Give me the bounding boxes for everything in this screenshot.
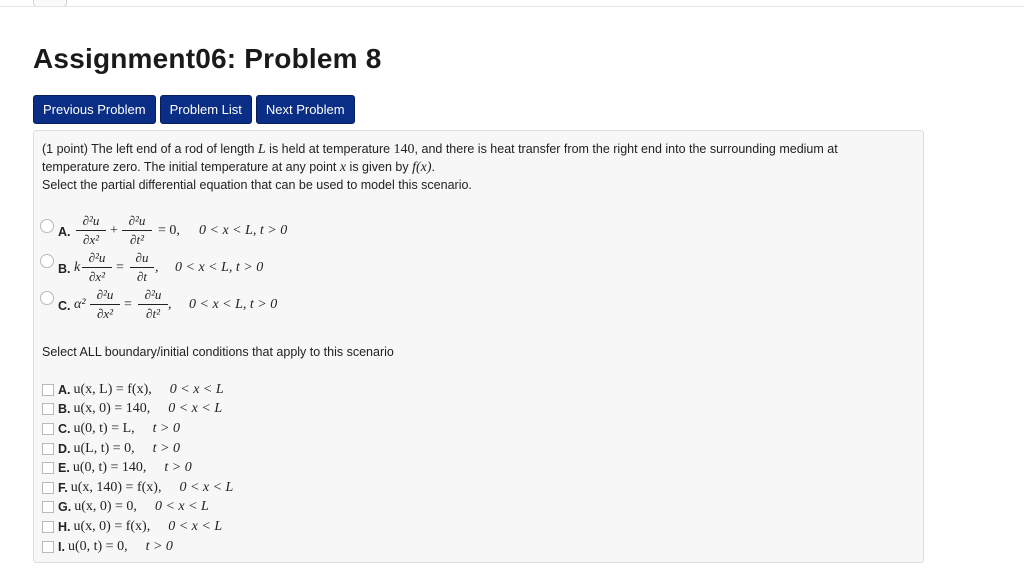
bc-option-e[interactable]: E. u(0, t) = 140, t > 0 [42, 458, 233, 478]
checkbox[interactable] [42, 384, 54, 396]
fraction: ∂²u ∂x² [76, 213, 106, 248]
checkbox[interactable] [42, 403, 54, 415]
page-title: Assignment06: Problem 8 [33, 43, 382, 74]
problem-statement-line-2: temperature zero. The initial temperature at any point x is given by f(x). [42, 160, 436, 175]
fraction: ∂²u ∂x² [82, 250, 112, 285]
fraction: ∂²u ∂t² [122, 213, 152, 248]
checkbox[interactable] [42, 521, 54, 533]
checkbox[interactable] [42, 501, 54, 513]
radio-button[interactable] [40, 291, 54, 305]
initial-function: f(x) [412, 160, 432, 175]
bc-option-c[interactable]: C. u(0, t) = L, t > 0 [42, 419, 233, 439]
bc-option-h[interactable]: H. u(x, 0) = f(x), 0 < x < L [42, 517, 233, 537]
checkbox[interactable] [42, 462, 54, 474]
length-variable: L [257, 142, 266, 157]
boundary-conditions-list [42, 380, 233, 556]
pde-prompt: Select the partial differential equation that can be used to model this scenario. [42, 178, 472, 192]
bc-option-g[interactable]: G. u(x, 0) = 0, 0 < x < L [42, 498, 233, 518]
pde-option-b[interactable]: B. k ∂²u ∂x² = ∂u ∂t , 0 < x < L, t > 0 [40, 250, 440, 290]
top-divider [0, 6, 1024, 7]
checkbox[interactable] [42, 541, 54, 553]
bc-option-b[interactable]: B. u(x, 0) = 140, 0 < x < L [42, 400, 233, 420]
fraction: ∂u ∂t [130, 250, 154, 285]
next-problem-button[interactable]: Next Problem [256, 95, 355, 124]
problem-body [33, 130, 924, 563]
problem-list-button[interactable]: Problem List [160, 95, 252, 124]
checkbox[interactable] [42, 443, 54, 455]
checkbox[interactable] [42, 482, 54, 494]
bc-option-d[interactable]: D. u(L, t) = 0, t > 0 [42, 439, 233, 459]
previous-problem-button[interactable]: Previous Problem [33, 95, 156, 124]
pde-option-c[interactable]: C. α² ∂²u ∂x² = ∂²u ∂t² , 0 < x < L, t > 0 [40, 287, 440, 327]
problem-statement-line-1: (1 point) The left end of a rod of length L is held at temperature 140, and there is heat transfer from the right end into the surrounding medium at [42, 142, 838, 157]
boundary-conditions-prompt: Select ALL boundary/initial conditions that apply to this scenario [42, 345, 394, 359]
radio-button[interactable] [40, 219, 54, 233]
bc-option-a[interactable]: A. u(x, L) = f(x), 0 < x < L [42, 380, 233, 400]
radio-button[interactable] [40, 254, 54, 268]
checkbox[interactable] [42, 423, 54, 435]
fraction: ∂²u ∂x² [90, 287, 120, 322]
pde-domain: 0 < x < L, t > 0 [199, 223, 288, 238]
fraction: ∂²u ∂t² [138, 287, 168, 322]
bc-option-i[interactable]: I. u(0, t) = 0, t > 0 [42, 537, 233, 557]
bc-option-f[interactable]: F. u(x, 140) = f(x), 0 < x < L [42, 478, 233, 498]
pde-domain: 0 < x < L, t > 0 [175, 260, 264, 275]
pde-option-a[interactable]: A. ∂²u ∂x² + ∂²u ∂t² = 0, 0 < x < L, t > 0 [40, 213, 440, 253]
pde-domain: 0 < x < L, t > 0 [189, 297, 278, 312]
temperature-value: 140 [393, 142, 415, 157]
point-variable: x [339, 160, 347, 175]
problem-navigation [33, 95, 355, 124]
